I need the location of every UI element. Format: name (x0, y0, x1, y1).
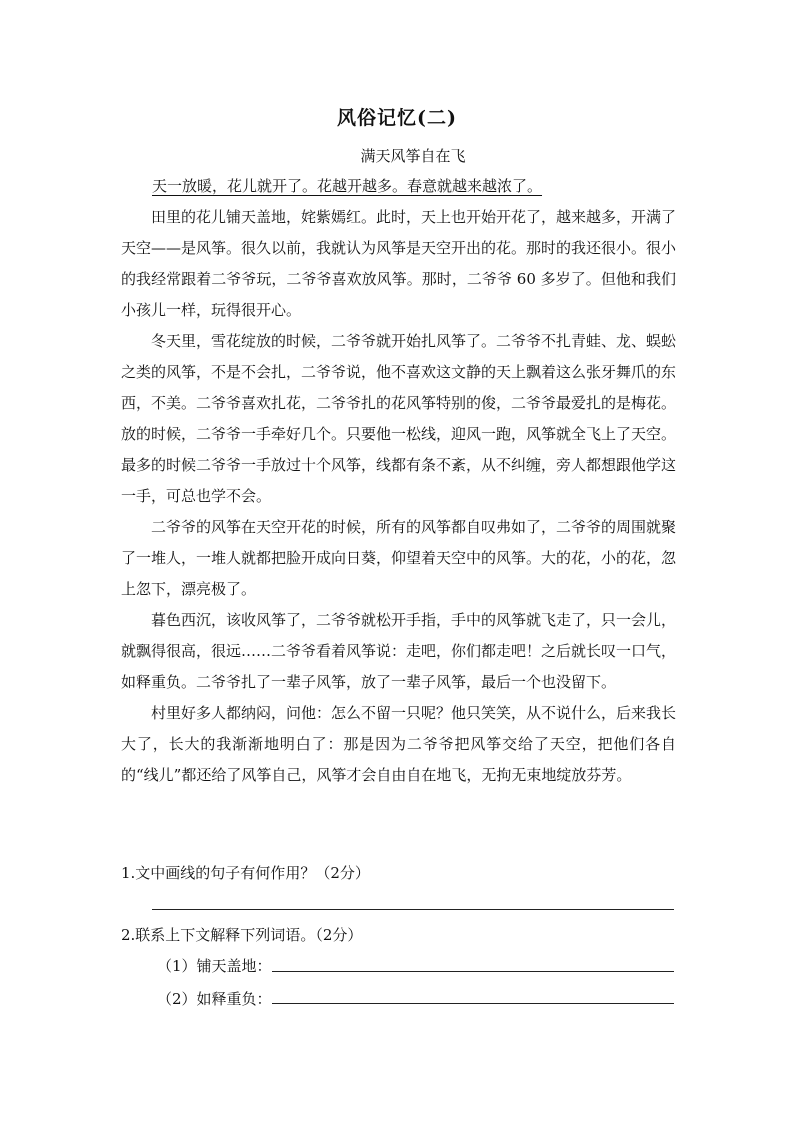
answer-line-2-1[interactable] (272, 971, 674, 972)
paragraph-2: 冬天里，雪花绽放的时候，二爷爷就开始扎风筝了。二爷爷不扎青蛙、龙、蜈蚣之类的风筝，不是不会扎，二爷爷说，他不喜欢这文静的天上飘着这么张牙舞爪的东西，不美。二爷爷喜欢扎花，二爷爷扎的花风筝特别的俊，二爷爷最爱扎的是梅花。放的时候，二爷爷一手牵好几个。只要他一松线，迎风一跑，风筝就全飞上了天空。最多的时候二爷爷一手放过十个风筝，线都有条不紊，从不纠缠，旁人都想跟他学这一手，可总也学不会。 (121, 332, 677, 505)
article-subtitle: 满天风筝自在飞 (360, 147, 466, 165)
question-1: 1.文中画线的句子有何作用？（2分） (121, 864, 370, 882)
article-body (121, 202, 676, 791)
page-title: 风俗记忆(二) (337, 107, 457, 129)
paragraph-5: 村里好多人都纳闷，问他：怎么不留一只呢？他只笑笑，从不说什么，后来我长大了，长大的我渐渐地明白了：那是因为二爷爷把风筝交给了天空，把他们各自的“线儿”都还给了风筝自己，风筝才会自由自在地飞，无拘无束地绽放芬芳。 (121, 704, 677, 784)
paragraph-4: 暮色西沉，该收风筝了，二爷爷就松开手指，手中的风筝就飞走了，只一会儿，就飘得很高，很远……二爷爷看着风筝说：走吧，你们都走吧！之后就长叹一口气，如释重负。二爷爷扎了一辈子风筝，放了一辈子风筝，最后一个也没留下。 (121, 611, 677, 691)
underlined-lead-sentence: 天一放暖，花儿就开了。花越开越多。春意就越来越浓了。 (152, 177, 543, 195)
question-2: 2.联系上下文解释下列词语。（2分） (121, 926, 363, 944)
question-2-item-1: （1）铺天盖地： (157, 957, 272, 975)
paragraph-1: 田里的花儿铺天盖地，姹紫嫣红。此时，天上也开始开花了，越来越多，开满了天空——是风筝。很久以前，我就认为风筝是天空开出的花。那时的我还很小。很小的我经常跟着二爷爷玩，二爷爷喜欢放风筝。那时，二爷爷 60 多岁了。但他和我们小孩儿一样，玩得很开心。 (121, 208, 677, 319)
paragraph-3: 二爷爷的风筝在天空开花的时候，所有的风筝都自叹弗如了，二爷爷的周围就聚了一堆人，一堆人就都把脸开成向日葵，仰望着天空中的风筝。大的花，小的花，忽上忽下，漂亮极了。 (121, 518, 677, 598)
question-2-item-2: （2）如释重负： (157, 990, 272, 1008)
answer-line-2-2[interactable] (272, 1003, 674, 1004)
answer-line-1[interactable] (152, 909, 674, 910)
